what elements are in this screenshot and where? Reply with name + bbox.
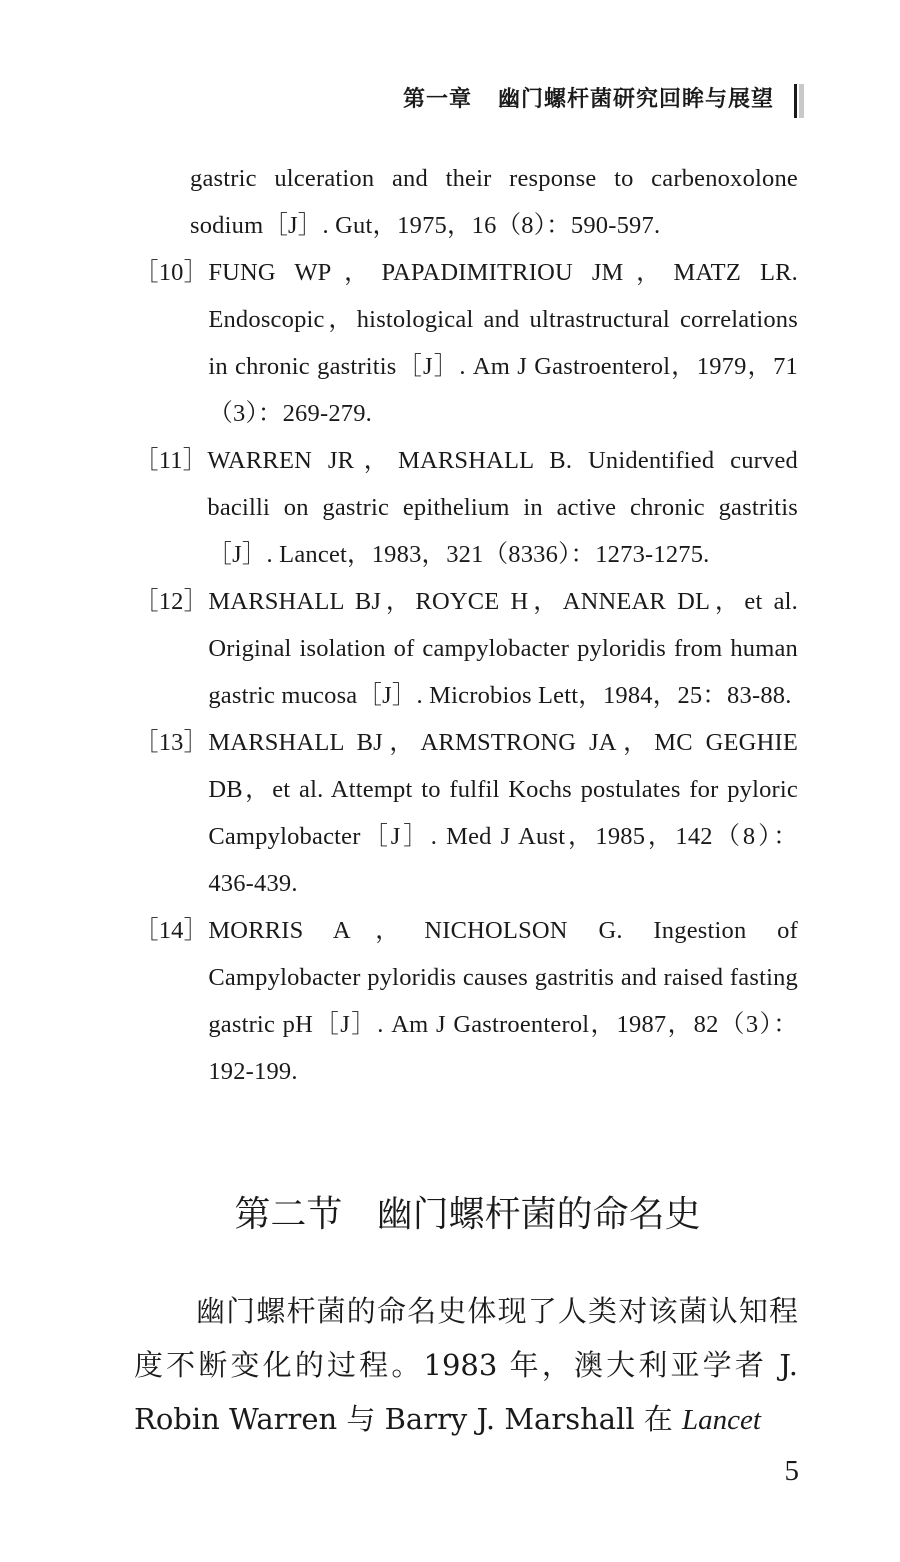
reference-text: MORRIS A，NICHOLSON G. Ingestion of Campylobacter pyloridis causes gastritis and raised fasting gastric pH［J］. Am J Gastroenterol，1987，82（3）：192-199. xyxy=(208,917,798,1085)
page-number: 5 xyxy=(784,1455,799,1487)
chapter-label: 第一章 xyxy=(402,87,472,112)
reference-item xyxy=(134,907,798,1095)
reference-text: MARSHALL BJ，ROYCE H，ANNEAR DL，et al. Original isolation of campylobacter pyloridis from human gastric mucosa［J］. Microbios Lett，1984，25：83-88. xyxy=(208,588,798,709)
section-heading xyxy=(0,1186,900,1237)
reference-item xyxy=(134,437,798,578)
reference-number: ［13］ xyxy=(134,729,209,756)
reference-number: ［12］ xyxy=(134,588,209,615)
body-paragraph xyxy=(134,1284,798,1447)
journal-name-italic: Lancet xyxy=(682,1404,761,1436)
header-rule xyxy=(794,84,797,118)
reference-text: gastric ulceration and their response to carbenoxolone sodium［J］. Gut，1975，16（8）：590-597. xyxy=(190,165,798,239)
reference-text: MARSHALL BJ，ARMSTRONG JA，MC GEGHIE DB，et al. Attempt to fulfil Kochs postulates for pyloric Campylobacter［J］. Med J Aust，1985，142（8）：436-439. xyxy=(208,729,798,897)
section-number: 第二节 xyxy=(234,1194,343,1235)
reference-list xyxy=(134,155,798,1095)
reference-item xyxy=(134,578,798,719)
reference-text: FUNG WP，PAPADIMITRIOU JM，MATZ LR. Endoscopic，histological and ultrastructural correlations in chronic gastritis［J］. Am J Gastroenterol，1979，71（3）：269-279. xyxy=(208,259,798,427)
reference-item xyxy=(134,719,798,907)
header-rule-shade xyxy=(799,84,804,118)
chapter-title: 幽门螺杆菌研究回眸与展望 xyxy=(497,87,774,112)
reference-text: WARREN JR，MARSHALL B. Unidentified curved bacilli on gastric epithelium in active chronic gastritis［J］. Lancet，1983，321（8336）：1273-1275. xyxy=(207,447,798,568)
paragraph-text: 幽门螺杆菌的命名史体现了人类对该菌认知程度不断变化的过程。1983 年，澳大利亚学者 J. Robin Warren 与 Barry J. Marshall 在 xyxy=(134,1294,798,1436)
running-header xyxy=(403,82,774,113)
reference-number: ［10］ xyxy=(134,259,209,286)
reference-number: ［14］ xyxy=(134,917,209,944)
reference-item xyxy=(134,249,798,437)
reference-number: ［11］ xyxy=(134,447,208,474)
section-title: 幽门螺杆菌的命名史 xyxy=(376,1194,701,1235)
reference-continuation xyxy=(134,155,798,249)
